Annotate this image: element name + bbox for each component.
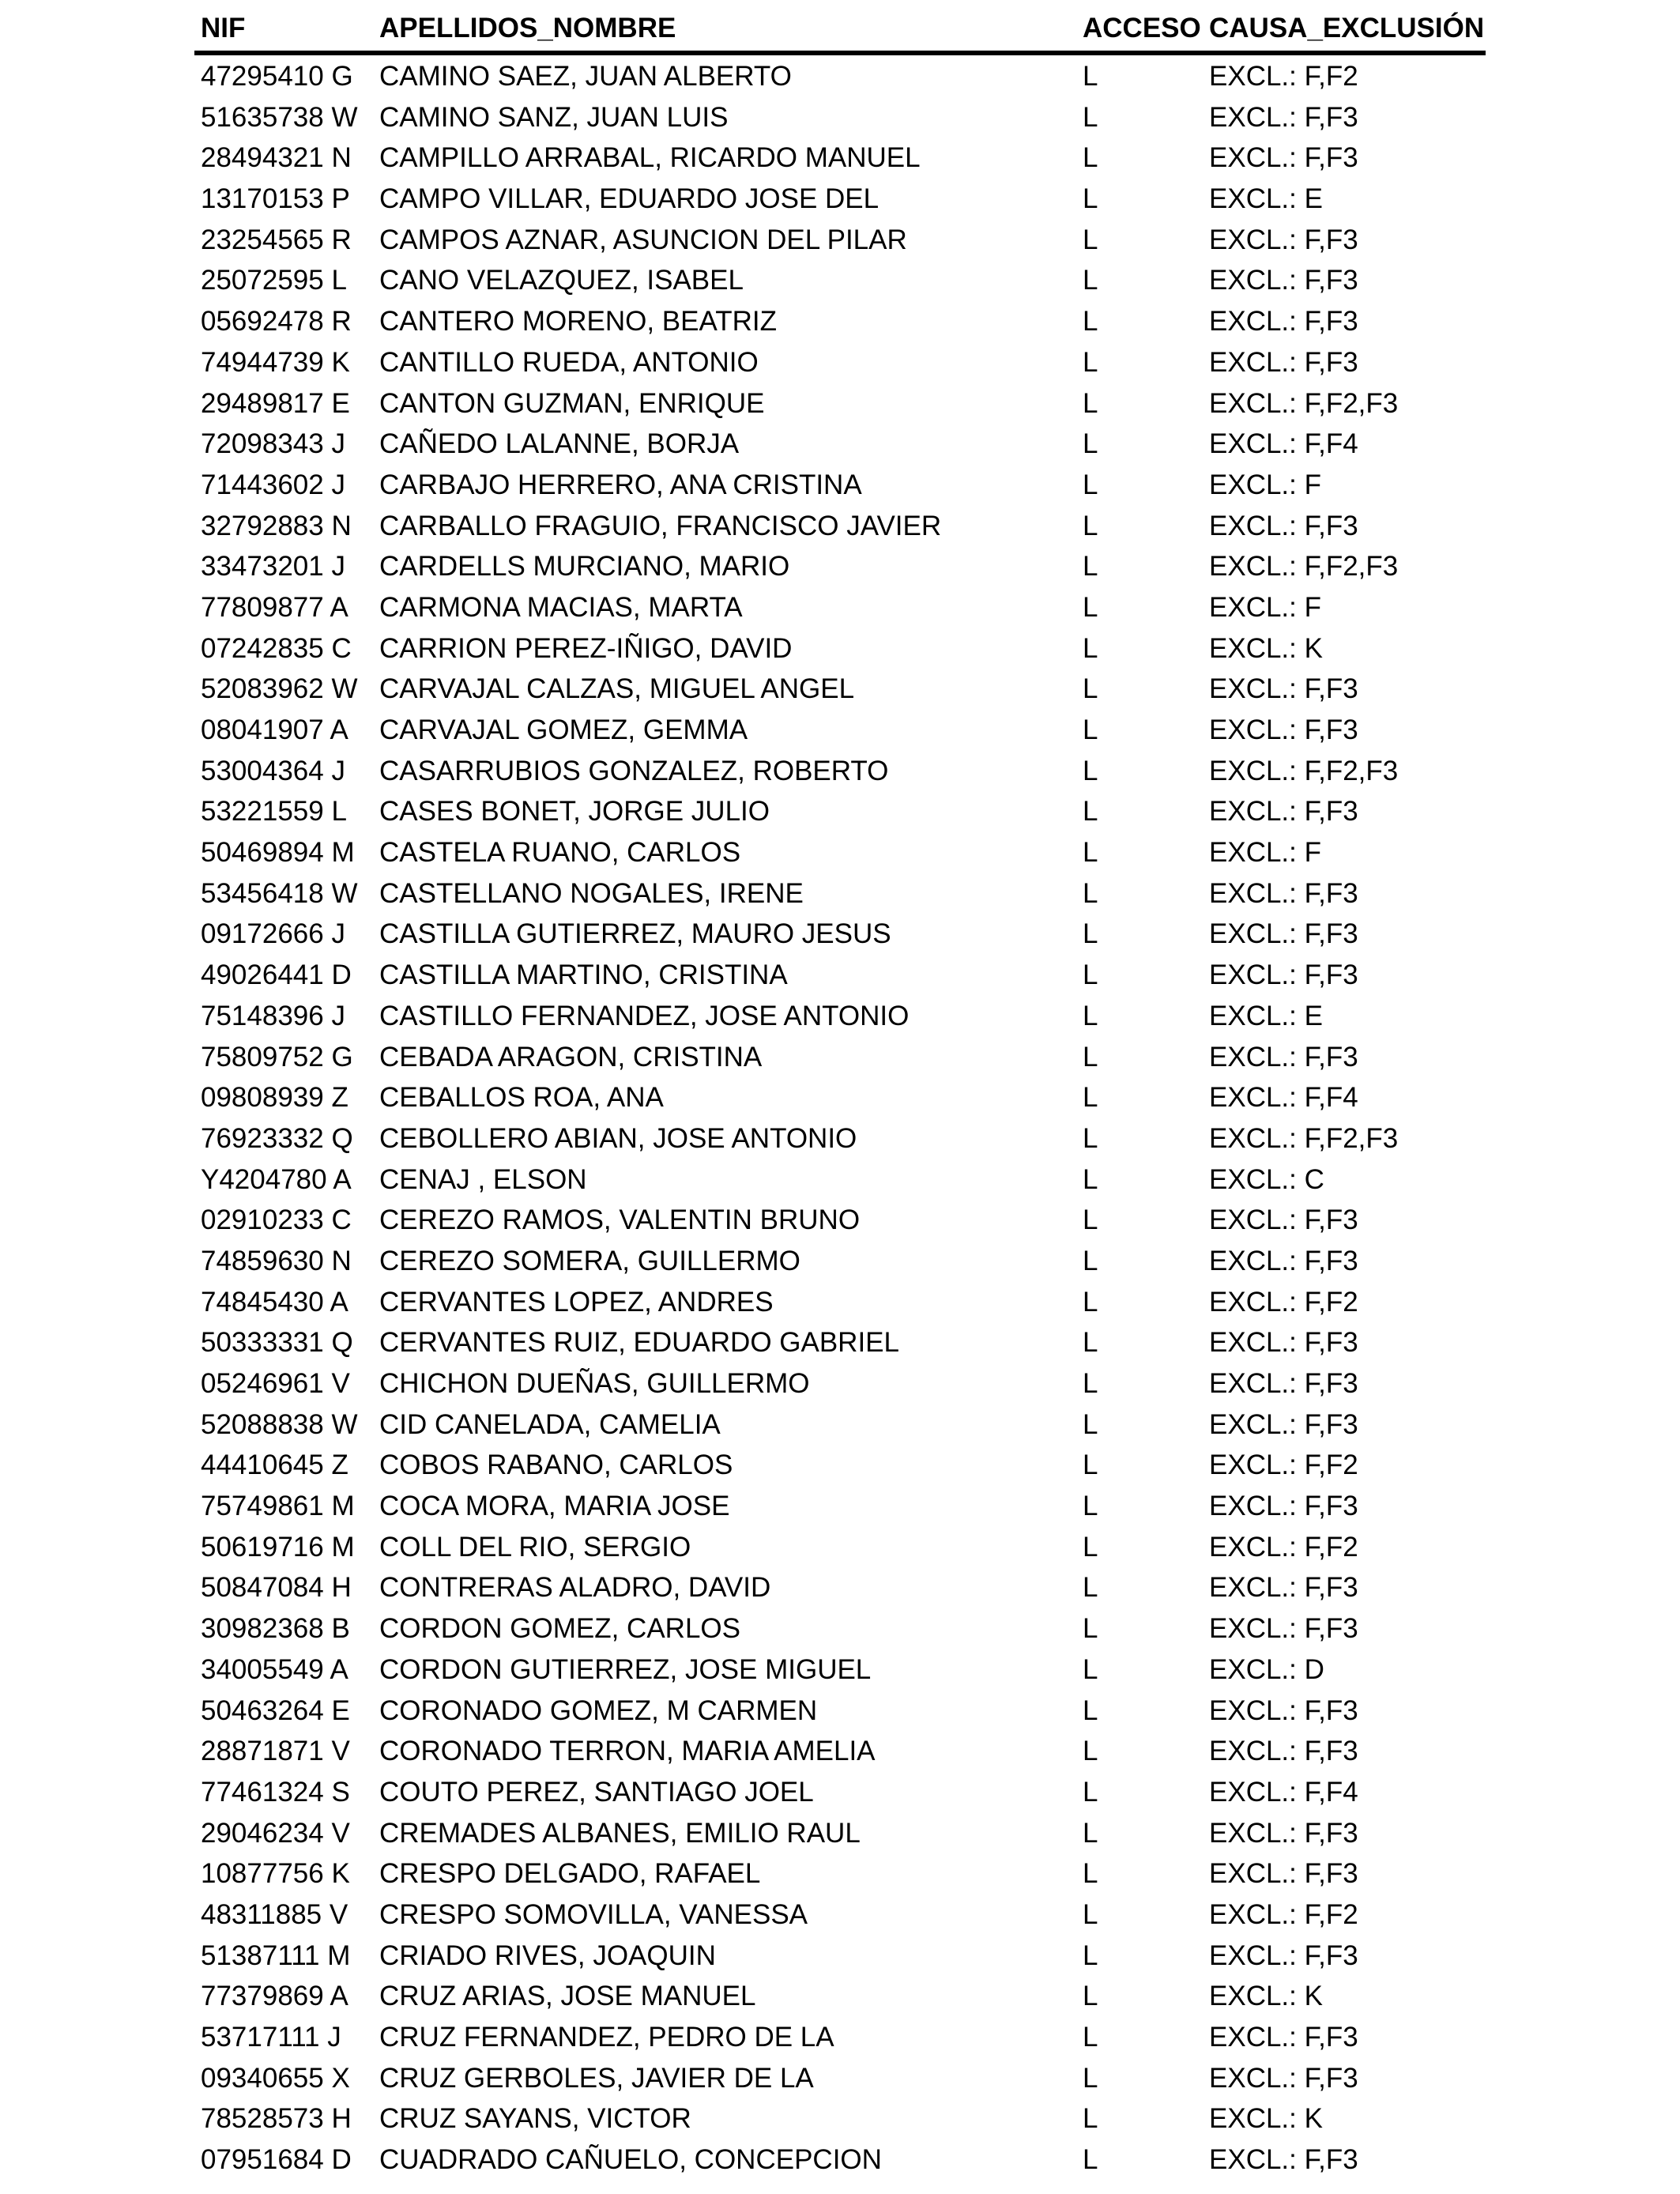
cell-causa-exclusion: EXCL.: F,F3: [1209, 714, 1358, 745]
cell-causa-exclusion: EXCL.: F,F2,F3: [1209, 551, 1399, 582]
table-row: [194, 836, 1486, 877]
cell-causa-exclusion: EXCL.: F,F2: [1209, 1898, 1358, 1930]
cell-apellidos-nombre: COLL DEL RIO, SERGIO: [379, 1531, 691, 1563]
cell-apellidos-nombre: CASTILLA MARTINO, CRISTINA: [379, 959, 788, 991]
cell-causa-exclusion: EXCL.: C: [1209, 1163, 1324, 1195]
cell-acceso: L: [1083, 61, 1098, 92]
cell-nif: 07242835 C: [201, 632, 352, 664]
table-row: [194, 183, 1486, 224]
cell-nif: Y4204780 A: [201, 1163, 352, 1195]
cell-causa-exclusion: EXCL.: F,F4: [1209, 1776, 1358, 1808]
cell-acceso: L: [1083, 142, 1098, 174]
cell-causa-exclusion: EXCL.: F,F3: [1209, 1245, 1358, 1276]
cell-apellidos-nombre: CORONADO GOMEZ, M CARMEN: [379, 1695, 818, 1726]
table-row: [194, 1449, 1486, 1490]
cell-acceso: L: [1083, 387, 1098, 419]
cell-nif: 09808939 Z: [201, 1082, 348, 1114]
cell-nif: 09172666 J: [201, 918, 345, 950]
cell-nif: 51635738 W: [201, 101, 358, 133]
cell-apellidos-nombre: CORDON GUTIERREZ, JOSE MIGUEL: [379, 1653, 872, 1685]
cell-apellidos-nombre: CHICHON DUEÑAS, GUILLERMO: [379, 1368, 810, 1399]
cell-acceso: L: [1083, 591, 1098, 623]
cell-causa-exclusion: EXCL.: F,F3: [1209, 1204, 1358, 1236]
cell-nif: 50463264 E: [201, 1695, 350, 1726]
cell-nif: 49026441 D: [201, 959, 352, 991]
cell-apellidos-nombre: CORDON GOMEZ, CARLOS: [379, 1613, 740, 1645]
cell-acceso: L: [1083, 346, 1098, 378]
table-row: [194, 877, 1486, 918]
table-row: [194, 795, 1486, 836]
cell-apellidos-nombre: CANTON GUZMAN, ENRIQUE: [379, 387, 765, 419]
cell-acceso: L: [1083, 1368, 1098, 1399]
cell-acceso: L: [1083, 1695, 1098, 1726]
table-row: [194, 959, 1486, 1000]
table-row: [194, 1245, 1486, 1286]
cell-nif: 33473201 J: [201, 551, 345, 582]
cell-nif: 30982368 B: [201, 1613, 350, 1645]
cell-apellidos-nombre: CUADRADO CAÑUELO, CONCEPCION: [379, 2144, 882, 2176]
table-row: [194, 1163, 1486, 1204]
cell-acceso: L: [1083, 306, 1098, 337]
cell-nif: 75749861 M: [201, 1491, 355, 1522]
cell-apellidos-nombre: CARBALLO FRAGUIO, FRANCISCO JAVIER: [379, 510, 942, 541]
cell-apellidos-nombre: CERVANTES RUIZ, EDUARDO GABRIEL: [379, 1327, 899, 1359]
cell-acceso: L: [1083, 510, 1098, 541]
cell-nif: 52088838 W: [201, 1408, 358, 1440]
table-row: [194, 2021, 1486, 2062]
cell-apellidos-nombre: CEREZO RAMOS, VALENTIN BRUNO: [379, 1204, 861, 1236]
cell-nif: 34005549 A: [201, 1653, 348, 1685]
cell-apellidos-nombre: CARDELLS MURCIANO, MARIO: [379, 551, 790, 582]
table-row: [194, 1367, 1486, 1408]
table-row: [194, 2062, 1486, 2103]
cell-causa-exclusion: EXCL.: E: [1209, 183, 1323, 215]
exclusion-list-table: [194, 8, 1486, 2176]
cell-causa-exclusion: EXCL.: F: [1209, 591, 1321, 623]
cell-nif: 25072595 L: [201, 265, 347, 296]
table-row: [194, 305, 1486, 346]
cell-acceso: L: [1083, 1245, 1098, 1276]
cell-causa-exclusion: EXCL.: F,F3: [1209, 1408, 1358, 1440]
cell-apellidos-nombre: CARRION PEREZ-IÑIGO, DAVID: [379, 632, 793, 664]
cell-acceso: L: [1083, 1000, 1098, 1031]
cell-apellidos-nombre: CEBALLOS ROA, ANA: [379, 1082, 664, 1114]
cell-nif: 77809877 A: [201, 591, 348, 623]
cell-nif: 10877756 K: [201, 1858, 350, 1890]
cell-causa-exclusion: EXCL.: F,F2,F3: [1209, 1122, 1399, 1154]
table-row: [194, 550, 1486, 591]
cell-causa-exclusion: EXCL.: F,F3: [1209, 1491, 1358, 1522]
cell-nif: 48311885 V: [201, 1898, 348, 1930]
cell-nif: 23254565 R: [201, 224, 352, 255]
cell-nif: 05246961 V: [201, 1368, 350, 1399]
cell-apellidos-nombre: CASTELA RUANO, CARLOS: [379, 837, 741, 869]
cell-acceso: L: [1083, 918, 1098, 950]
cell-nif: 47295410 G: [201, 61, 353, 92]
cell-apellidos-nombre: CEBADA ARAGON, CRISTINA: [379, 1041, 763, 1072]
cell-acceso: L: [1083, 1408, 1098, 1440]
table-row: [194, 1612, 1486, 1653]
table-row: [194, 755, 1486, 796]
cell-apellidos-nombre: CARMONA MACIAS, MARTA: [379, 591, 743, 623]
cell-apellidos-nombre: CARVAJAL GOMEZ, GEMMA: [379, 714, 748, 745]
cell-causa-exclusion: EXCL.: F,F2: [1209, 1449, 1358, 1481]
cell-nif: 74944739 K: [201, 346, 350, 378]
cell-acceso: L: [1083, 837, 1098, 869]
cell-nif: 76923332 Q: [201, 1122, 353, 1154]
cell-acceso: L: [1083, 428, 1098, 460]
cell-acceso: L: [1083, 1653, 1098, 1685]
cell-causa-exclusion: EXCL.: F,F2,F3: [1209, 755, 1399, 786]
cell-apellidos-nombre: CRUZ FERNANDEZ, PEDRO DE LA: [379, 2022, 834, 2053]
cell-nif: 77461324 S: [201, 1776, 350, 1808]
table-row: [194, 387, 1486, 428]
cell-causa-exclusion: EXCL.: F,F3: [1209, 265, 1358, 296]
cell-acceso: L: [1083, 1491, 1098, 1522]
cell-nif: 71443602 J: [201, 469, 345, 500]
cell-causa-exclusion: EXCL.: F,F3: [1209, 1041, 1358, 1072]
cell-acceso: L: [1083, 101, 1098, 133]
cell-nif: 75809752 G: [201, 1041, 353, 1072]
cell-acceso: L: [1083, 2062, 1098, 2094]
cell-acceso: L: [1083, 2022, 1098, 2053]
cell-apellidos-nombre: CEREZO SOMERA, GUILLERMO: [379, 1245, 800, 1276]
cell-acceso: L: [1083, 1122, 1098, 1154]
table-row: [194, 1204, 1486, 1245]
cell-acceso: L: [1083, 183, 1098, 215]
cell-nif: 52083962 W: [201, 673, 358, 705]
cell-acceso: L: [1083, 1082, 1098, 1114]
cell-causa-exclusion: EXCL.: F,F3: [1209, 1940, 1358, 1971]
cell-acceso: L: [1083, 265, 1098, 296]
cell-acceso: L: [1083, 1858, 1098, 1890]
cell-apellidos-nombre: CREMADES ALBANES, EMILIO RAUL: [379, 1817, 861, 1849]
cell-causa-exclusion: EXCL.: F,F3: [1209, 306, 1358, 337]
cell-causa-exclusion: EXCL.: F,F3: [1209, 2062, 1358, 2094]
cell-causa-exclusion: EXCL.: F,F3: [1209, 510, 1358, 541]
table-row: [194, 632, 1486, 673]
table-row: [194, 714, 1486, 755]
table-row: [194, 1817, 1486, 1858]
table-row: [194, 101, 1486, 142]
table-row: [194, 1531, 1486, 1572]
table-body: [194, 60, 1486, 2185]
cell-causa-exclusion: EXCL.: F,F3: [1209, 1327, 1358, 1359]
header-acceso: ACCESO: [1083, 13, 1201, 43]
cell-causa-exclusion: EXCL.: F,F4: [1209, 1082, 1358, 1114]
cell-causa-exclusion: EXCL.: F,F3: [1209, 1368, 1358, 1399]
cell-acceso: L: [1083, 2103, 1098, 2135]
header-causa-exclusion: CAUSA_EXCLUSIÓN: [1209, 13, 1485, 43]
table-row: [194, 469, 1486, 510]
cell-causa-exclusion: EXCL.: F: [1209, 837, 1321, 869]
cell-nif: 77379869 A: [201, 1981, 348, 2012]
cell-apellidos-nombre: CEBOLLERO ABIAN, JOSE ANTONIO: [379, 1122, 857, 1154]
cell-causa-exclusion: EXCL.: F,F2: [1209, 1531, 1358, 1563]
table-row: [194, 1940, 1486, 1981]
table-row: [194, 1653, 1486, 1695]
table-row: [194, 918, 1486, 959]
cell-acceso: L: [1083, 1898, 1098, 1930]
cell-causa-exclusion: EXCL.: F,F3: [1209, 224, 1358, 255]
cell-nif: 28494321 N: [201, 142, 352, 174]
cell-apellidos-nombre: CRIADO RIVES, JOAQUIN: [379, 1940, 716, 1971]
cell-acceso: L: [1083, 1817, 1098, 1849]
cell-acceso: L: [1083, 2144, 1098, 2176]
cell-causa-exclusion: EXCL.: F,F3: [1209, 1572, 1358, 1604]
cell-acceso: L: [1083, 1163, 1098, 1195]
table-row: [194, 60, 1486, 101]
cell-causa-exclusion: EXCL.: F,F2: [1209, 61, 1358, 92]
cell-nif: 53004364 J: [201, 755, 345, 786]
cell-nif: 13170153 P: [201, 183, 350, 215]
cell-nif: 50333331 Q: [201, 1327, 353, 1359]
cell-nif: 32792883 N: [201, 510, 352, 541]
cell-nif: 28871871 V: [201, 1736, 350, 1767]
table-row: [194, 1408, 1486, 1449]
cell-apellidos-nombre: CASTELLANO NOGALES, IRENE: [379, 877, 804, 909]
cell-apellidos-nombre: CONTRERAS ALADRO, DAVID: [379, 1572, 771, 1604]
cell-nif: 50619716 M: [201, 1531, 355, 1563]
cell-apellidos-nombre: CAMPILLO ARRABAL, RICARDO MANUEL: [379, 142, 921, 174]
cell-acceso: L: [1083, 632, 1098, 664]
cell-nif: 50847084 H: [201, 1572, 352, 1604]
cell-acceso: L: [1083, 1981, 1098, 2012]
cell-causa-exclusion: EXCL.: F,F3: [1209, 673, 1358, 705]
cell-causa-exclusion: EXCL.: D: [1209, 1653, 1324, 1685]
table-row: [194, 1490, 1486, 1531]
cell-acceso: L: [1083, 469, 1098, 500]
cell-apellidos-nombre: CORONADO TERRON, MARIA AMELIA: [379, 1736, 876, 1767]
cell-causa-exclusion: EXCL.: F,F3: [1209, 101, 1358, 133]
cell-acceso: L: [1083, 1286, 1098, 1318]
cell-causa-exclusion: EXCL.: K: [1209, 2103, 1323, 2135]
cell-apellidos-nombre: CERVANTES LOPEZ, ANDRES: [379, 1286, 774, 1318]
cell-apellidos-nombre: CAMPOS AZNAR, ASUNCION DEL PILAR: [379, 224, 907, 255]
table-row: [194, 1122, 1486, 1163]
cell-nif: 74845430 A: [201, 1286, 348, 1318]
cell-apellidos-nombre: CASTILLA GUTIERREZ, MAURO JESUS: [379, 918, 891, 950]
cell-causa-exclusion: EXCL.: F,F3: [1209, 2022, 1358, 2053]
cell-causa-exclusion: EXCL.: F,F3: [1209, 1858, 1358, 1890]
cell-apellidos-nombre: CAÑEDO LALANNE, BORJA: [379, 428, 740, 460]
cell-apellidos-nombre: CANTERO MORENO, BEATRIZ: [379, 306, 777, 337]
cell-nif: 53221559 L: [201, 796, 347, 827]
cell-apellidos-nombre: CAMINO SAEZ, JUAN ALBERTO: [379, 61, 792, 92]
cell-acceso: L: [1083, 1613, 1098, 1645]
table-row: [194, 141, 1486, 183]
cell-acceso: L: [1083, 796, 1098, 827]
table-header: [194, 8, 1486, 51]
header-nif: NIF: [201, 13, 246, 43]
table-row: [194, 1898, 1486, 1940]
cell-apellidos-nombre: CASES BONET, JORGE JULIO: [379, 796, 770, 827]
table-row: [194, 428, 1486, 469]
cell-nif: 53717111 J: [201, 2022, 341, 2053]
table-row: [194, 1857, 1486, 1898]
cell-apellidos-nombre: CANTILLO RUEDA, ANTONIO: [379, 346, 759, 378]
cell-apellidos-nombre: CRESPO DELGADO, RAFAEL: [379, 1858, 761, 1890]
cell-nif: 72098343 J: [201, 428, 345, 460]
cell-apellidos-nombre: CASTILLO FERNANDEZ, JOSE ANTONIO: [379, 1000, 910, 1031]
header-apellidos-nombre: APELLIDOS_NOMBRE: [379, 13, 676, 43]
table-row: [194, 2102, 1486, 2143]
cell-acceso: L: [1083, 714, 1098, 745]
cell-causa-exclusion: EXCL.: F,F3: [1209, 1817, 1358, 1849]
table-row: [194, 2143, 1486, 2185]
table-row: [194, 510, 1486, 551]
table-row: [194, 1326, 1486, 1367]
cell-nif: 09340655 X: [201, 2062, 350, 2094]
table-row: [194, 346, 1486, 387]
cell-causa-exclusion: EXCL.: K: [1209, 632, 1323, 664]
table-row: [194, 1571, 1486, 1612]
cell-apellidos-nombre: COCA MORA, MARIA JOSE: [379, 1491, 730, 1522]
cell-apellidos-nombre: CRUZ GERBOLES, JAVIER DE LA: [379, 2062, 814, 2094]
cell-acceso: L: [1083, 1531, 1098, 1563]
table-row: [194, 1286, 1486, 1327]
cell-acceso: L: [1083, 1449, 1098, 1481]
table-row: [194, 1695, 1486, 1736]
cell-causa-exclusion: EXCL.: F,F3: [1209, 346, 1358, 378]
table-row: [194, 1776, 1486, 1817]
cell-acceso: L: [1083, 1572, 1098, 1604]
cell-apellidos-nombre: COBOS RABANO, CARLOS: [379, 1449, 733, 1481]
cell-acceso: L: [1083, 959, 1098, 991]
table-row: [194, 1041, 1486, 1082]
cell-acceso: L: [1083, 673, 1098, 705]
cell-apellidos-nombre: CID CANELADA, CAMELIA: [379, 1408, 721, 1440]
cell-nif: 75148396 J: [201, 1000, 345, 1031]
table-row: [194, 673, 1486, 714]
cell-causa-exclusion: EXCL.: E: [1209, 1000, 1323, 1031]
cell-nif: 44410645 Z: [201, 1449, 348, 1481]
cell-apellidos-nombre: CAMPO VILLAR, EDUARDO JOSE DEL: [379, 183, 880, 215]
cell-apellidos-nombre: CARBAJO HERRERO, ANA CRISTINA: [379, 469, 862, 500]
cell-causa-exclusion: EXCL.: F,F3: [1209, 1695, 1358, 1726]
cell-causa-exclusion: EXCL.: F,F3: [1209, 918, 1358, 950]
table-row: [194, 264, 1486, 305]
cell-acceso: L: [1083, 877, 1098, 909]
cell-nif: 29046234 V: [201, 1817, 350, 1849]
cell-acceso: L: [1083, 1736, 1098, 1767]
cell-apellidos-nombre: CENAJ , ELSON: [379, 1163, 587, 1195]
cell-causa-exclusion: EXCL.: F,F2,F3: [1209, 387, 1399, 419]
cell-nif: 05692478 R: [201, 306, 352, 337]
cell-nif: 50469894 M: [201, 837, 355, 869]
cell-nif: 78528573 H: [201, 2103, 352, 2135]
cell-causa-exclusion: EXCL.: F,F3: [1209, 2144, 1358, 2176]
cell-nif: 74859630 N: [201, 1245, 352, 1276]
table-row: [194, 1081, 1486, 1122]
cell-causa-exclusion: EXCL.: F,F3: [1209, 877, 1358, 909]
cell-nif: 02910233 C: [201, 1204, 352, 1236]
cell-nif: 29489817 E: [201, 387, 350, 419]
cell-causa-exclusion: EXCL.: F,F3: [1209, 142, 1358, 174]
cell-nif: 53456418 W: [201, 877, 358, 909]
cell-nif: 07951684 D: [201, 2144, 352, 2176]
cell-acceso: L: [1083, 1041, 1098, 1072]
cell-causa-exclusion: EXCL.: F,F3: [1209, 796, 1358, 827]
cell-acceso: L: [1083, 755, 1098, 786]
cell-acceso: L: [1083, 1327, 1098, 1359]
cell-causa-exclusion: EXCL.: F,F2: [1209, 1286, 1358, 1318]
cell-causa-exclusion: EXCL.: K: [1209, 1981, 1323, 2012]
table-row: [194, 1000, 1486, 1041]
cell-nif: 51387111 M: [201, 1940, 351, 1971]
cell-causa-exclusion: EXCL.: F,F3: [1209, 1736, 1358, 1767]
cell-apellidos-nombre: CRUZ ARIAS, JOSE MANUEL: [379, 1981, 756, 2012]
cell-acceso: L: [1083, 551, 1098, 582]
cell-apellidos-nombre: CAMINO SANZ, JUAN LUIS: [379, 101, 729, 133]
cell-apellidos-nombre: CANO VELAZQUEZ, ISABEL: [379, 265, 744, 296]
cell-causa-exclusion: EXCL.: F,F3: [1209, 959, 1358, 991]
cell-apellidos-nombre: CRESPO SOMOVILLA, VANESSA: [379, 1898, 808, 1930]
header-divider: [194, 51, 1486, 55]
cell-acceso: L: [1083, 1776, 1098, 1808]
cell-acceso: L: [1083, 1940, 1098, 1971]
cell-apellidos-nombre: CASARRUBIOS GONZALEZ, ROBERTO: [379, 755, 889, 786]
table-row: [194, 591, 1486, 632]
cell-apellidos-nombre: CRUZ SAYANS, VICTOR: [379, 2103, 691, 2135]
cell-causa-exclusion: EXCL.: F,F3: [1209, 1613, 1358, 1645]
cell-causa-exclusion: EXCL.: F: [1209, 469, 1321, 500]
cell-acceso: L: [1083, 1204, 1098, 1236]
cell-nif: 08041907 A: [201, 714, 348, 745]
table-row: [194, 1735, 1486, 1776]
cell-apellidos-nombre: CARVAJAL CALZAS, MIGUEL ANGEL: [379, 673, 855, 705]
cell-causa-exclusion: EXCL.: F,F4: [1209, 428, 1358, 460]
table-row: [194, 224, 1486, 265]
table-row: [194, 1980, 1486, 2021]
cell-apellidos-nombre: COUTO PEREZ, SANTIAGO JOEL: [379, 1776, 814, 1808]
cell-acceso: L: [1083, 224, 1098, 255]
